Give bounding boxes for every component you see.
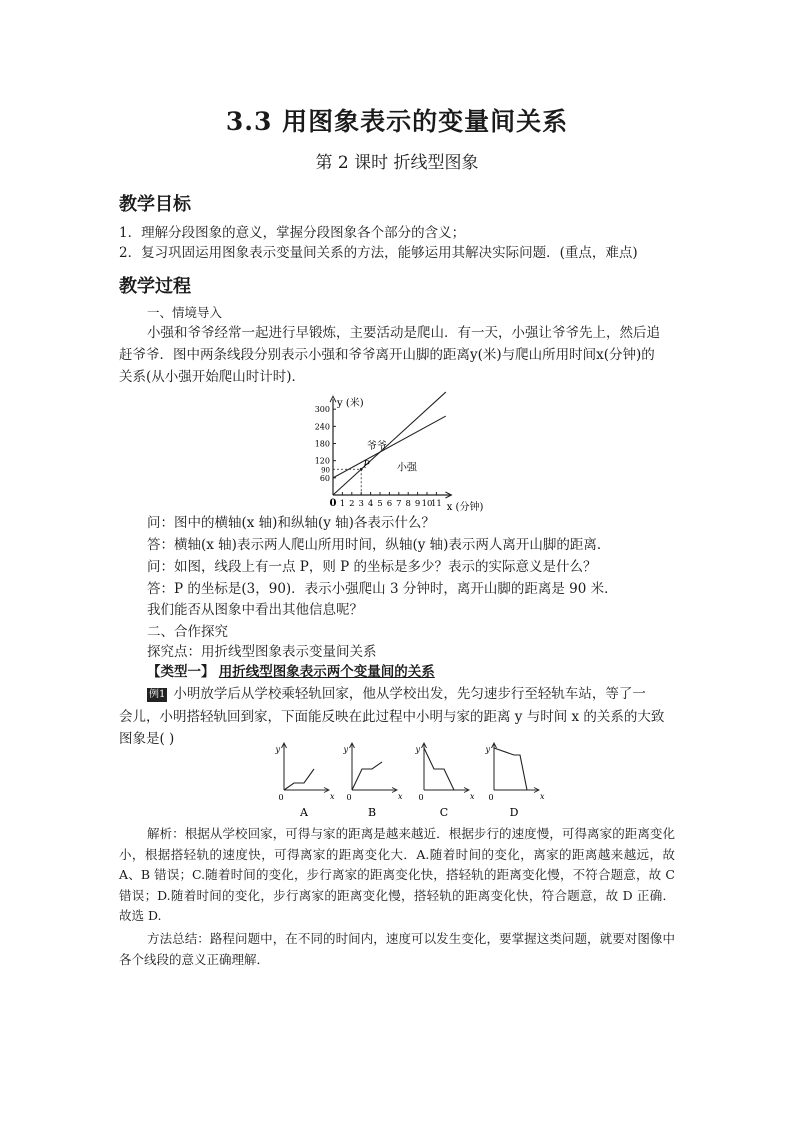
- option-line: [352, 762, 382, 790]
- series-label: 小强: [396, 462, 417, 474]
- example-first-line: [147, 684, 646, 704]
- option-x-label: x: [330, 792, 335, 801]
- point-p-label: P: [363, 459, 370, 471]
- x-tick-label: 6: [386, 499, 393, 509]
- option-x-label: x: [398, 792, 403, 801]
- option-origin: 0: [346, 793, 352, 802]
- explore-point: 探究点：用折线型图象表示变量间关系: [147, 644, 377, 660]
- x-tick-label: 11: [430, 499, 442, 509]
- x-tick-label: 10: [421, 499, 433, 509]
- example-line: 小明放学后从学校乘轻轨回家，他从学校出发，先匀速步行至轻轨车站，等了一: [173, 686, 646, 702]
- x-tick-label: 2: [349, 499, 355, 509]
- intro-heading: 一、情境导入: [147, 305, 223, 320]
- y-tick-label: 60: [319, 473, 330, 483]
- climb-chart: [300, 388, 520, 513]
- option-y-label: y: [485, 745, 490, 754]
- option-label: C: [439, 806, 449, 819]
- y-tick-label: 180: [314, 439, 330, 449]
- options-chart: [272, 742, 552, 820]
- option-origin: 0: [488, 793, 494, 802]
- y-tick-label: 300: [314, 405, 330, 415]
- intro-line: 赶爷爷．图中两条线段分别表示小强和爷爷离开山脚的距离y(米)与爬山所用时间x(分钟)的: [119, 347, 655, 363]
- option-y-label: y: [415, 745, 420, 754]
- goal-item: 2．复习巩固运用图象表示变量间关系的方法，能够运用其解决实际问题．(重点，难点): [119, 245, 638, 261]
- solution-text: 解析：根据从学校回家，可得与家的距离是越来越近．根据步行的速度慢，可得离家的距离变化小，根据搭轻轨的速度快，可得离家的距离变化大．A.随着时间的变化，离家的距离越来越远，故 A、B 错误；C.随着时间的变化，步行离家的距离变化快，搭轻轨的距离变化慢，不符合题意，故 C 错误；D.随着时间的变化，步行离家的距离变化慢，搭轻轨的距离变化快，符合题意，故 D 正确．故选 D.: [119, 826, 675, 923]
- point-p: [360, 468, 363, 471]
- y-axis-label: y (米): [337, 398, 364, 410]
- guide-label: 90: [321, 466, 330, 475]
- y-tick-label: 240: [314, 422, 330, 432]
- x-tick-label: 9: [414, 499, 421, 509]
- series-line: [333, 416, 446, 478]
- example-line: 会儿，小明搭轻轨回到家，下面能反映在此过程中小明与家的距离 y 与时间 x 的关系的大致: [119, 709, 665, 725]
- option-line: [284, 769, 314, 790]
- option-x-label: x: [470, 792, 475, 801]
- intro-line: 关系(从小强开始爬山时计时)．: [119, 369, 306, 385]
- option-y-label: y: [343, 745, 348, 754]
- type-label: 【类型一】: [147, 664, 215, 680]
- qa-line: 我们能否从图象中看出其他信息呢？: [147, 602, 363, 618]
- qa-line: 问：如图，线段上有一点 P，则 P 的坐标是多少？表示的实际意义是什么？: [147, 559, 597, 575]
- example-line: 图象是( ): [119, 731, 175, 747]
- option-y-label: y: [275, 745, 280, 754]
- option-label: B: [367, 806, 377, 819]
- option-x-label: x: [540, 792, 545, 801]
- goal-item: 1．理解分段图象的意义，掌握分段图象各个部分的含义；: [119, 225, 466, 241]
- type-heading: [147, 662, 435, 682]
- example-badge: 例1: [149, 689, 166, 700]
- option-line: [424, 748, 454, 790]
- goals-heading: 教学目标: [119, 194, 191, 215]
- page-title: 3.3 用图象表示的变量间关系: [225, 107, 569, 136]
- qa-line: 答：P 的坐标是(3，90)．表示小强爬山 3 分钟时，离开山脚的距离是 90 米．: [147, 581, 618, 597]
- x-tick-label: 1: [339, 499, 346, 509]
- qa-line: 问：图中的横轴(x 轴)和纵轴(y 轴)各表示什么？: [147, 515, 435, 531]
- coop-heading: 二、合作探究: [147, 624, 228, 640]
- page-subtitle: 第 2 课时 折线型图象: [315, 153, 479, 173]
- method-summary: 方法总结：路程问题中，在不同的时间内，速度可以发生变化，要掌握这类问题，就要对图像中各个线段的意义正确理解．: [119, 931, 675, 967]
- x-tick-label: 4: [367, 499, 374, 509]
- x-tick-label: 5: [377, 499, 383, 509]
- option-origin: 0: [418, 793, 424, 802]
- option-label: A: [300, 806, 308, 819]
- option-line: [494, 748, 527, 790]
- series-label: 爷爷: [366, 441, 387, 453]
- x-tick-label: 0: [329, 498, 337, 509]
- x-tick-label: 7: [396, 499, 402, 509]
- type-title: 用折线型图象表示两个变量间的关系: [218, 664, 435, 680]
- option-label: D: [509, 806, 519, 819]
- qa-line: 答：横轴(x 轴)表示两人爬山所用时间，纵轴(y 轴)表示两人离开山脚的距离．: [147, 537, 611, 553]
- option-origin: 0: [278, 793, 284, 802]
- process-heading: 教学过程: [119, 276, 191, 297]
- y-tick-label: 120: [314, 456, 330, 466]
- x-axis-label: x (分钟): [446, 502, 484, 513]
- x-tick-label: 3: [358, 499, 364, 509]
- intro-line: 小强和爷爷经常一起进行早锻炼，主要活动是爬山．有一天，小强让爷爷先上，然后追: [147, 325, 660, 341]
- x-tick-label: 8: [405, 499, 411, 509]
